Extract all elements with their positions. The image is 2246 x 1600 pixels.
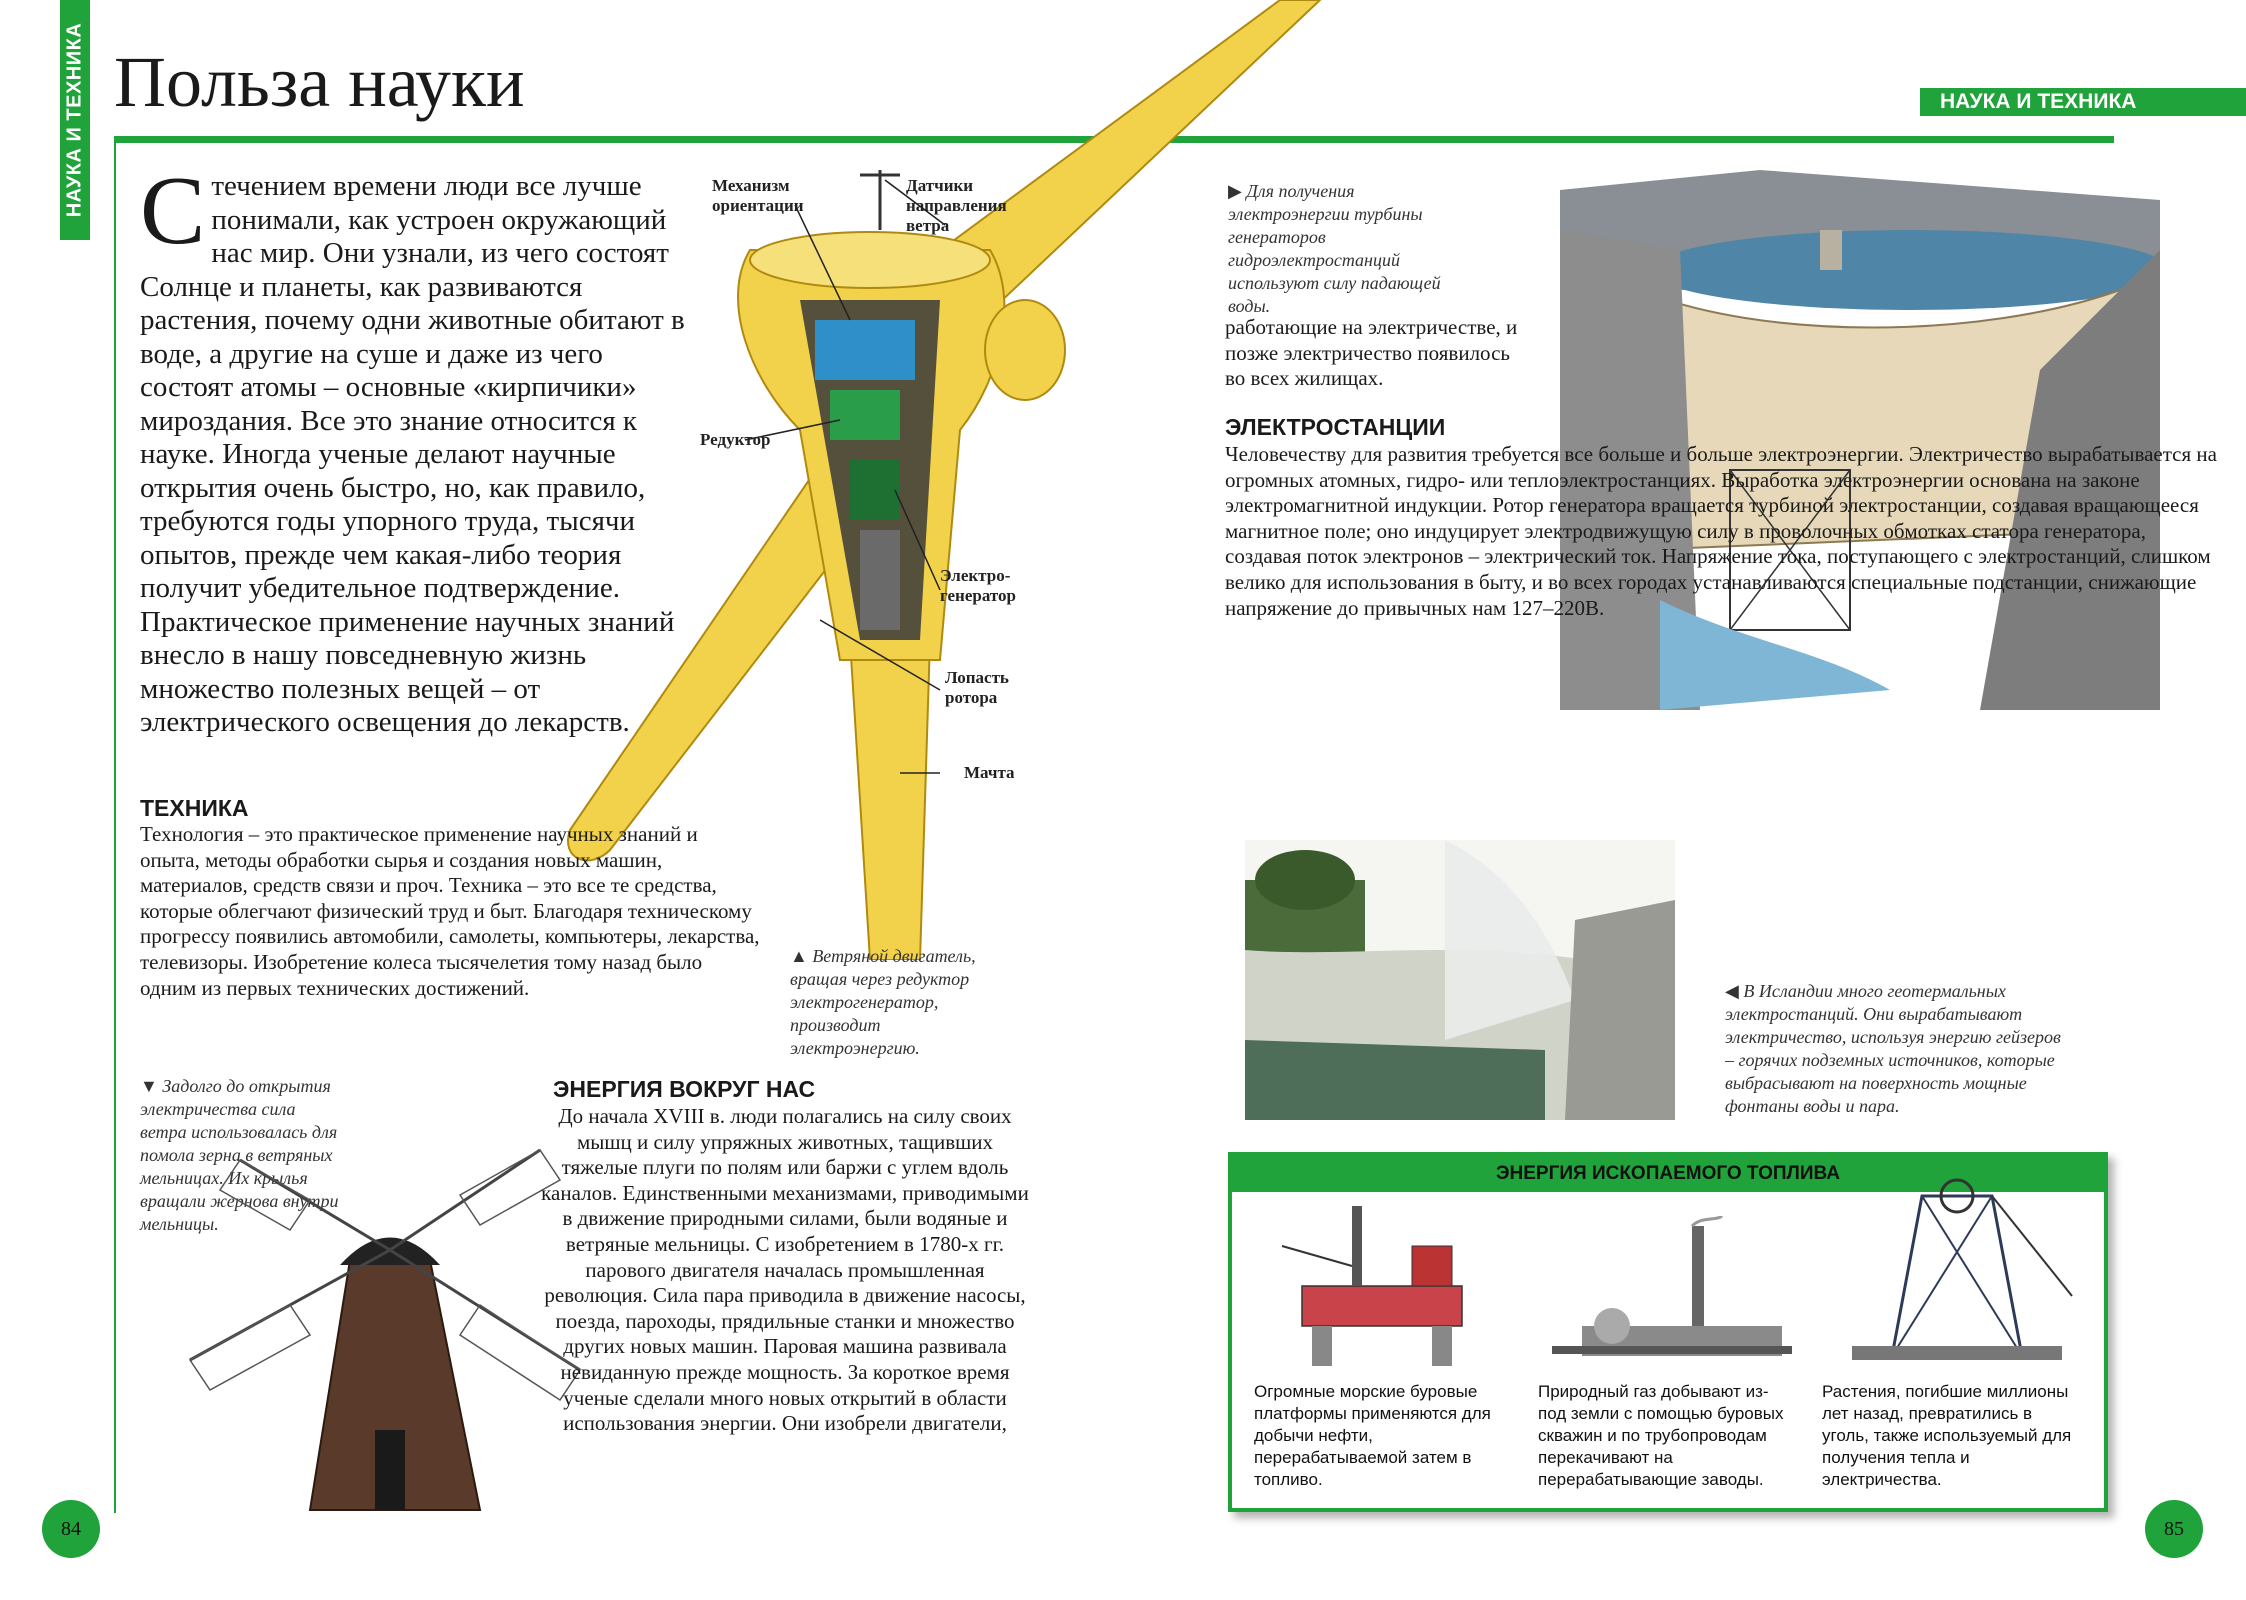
label-mast: Мачта xyxy=(964,763,1015,782)
oil-platform-illustration xyxy=(1252,1186,1502,1376)
label-orientation: Механизм ориентации xyxy=(712,176,804,215)
right-section-tab xyxy=(1920,88,2246,116)
wind-turbine-illustration xyxy=(520,0,1340,960)
intro-text: течением времени люди все лучше понимали, как устроен окружающий нас мир. Они узнали, из чего состоят Солнце и планеты, как развиваются растения, почему одни животные обитают в воде, а другие на суше и даже из чего состоят атомы – основные «кирпичики» мироздания. Все это знание относится к науке. Иногда ученые делают научные открытия очень быстро, но, как правило, требуются годы упорного труда, тысячи опытов, прежде чем какая-либо теория получит убедительное подтверждение. Практическое применение научных знаний внесло в нашу повседневную жизнь множество полезных вещей – от электрического освещения до лекарств. xyxy=(140,170,685,738)
side-tab-label: НАУКА И ТЕХНИКА xyxy=(63,22,86,218)
label-blade: Лопасть ротора xyxy=(945,668,1009,707)
label-generator: Электро-генератор xyxy=(940,566,1016,605)
heading-power-plants: ЭЛЕКТРОСТАНЦИИ xyxy=(1225,414,1446,440)
caption-turbine: ▲ Ветряной двигатель, вращая через редуктор электрогенератор, производит электроэнергию. xyxy=(790,946,976,1058)
dropcap-letter: С xyxy=(140,157,206,265)
heading-energy: ЭНЕРГИЯ ВОКРУГ НАС xyxy=(553,1076,816,1102)
side-section-tab xyxy=(60,0,90,240)
text-technology: Технология – это практическое применение научных знаний и опыта, методы обработки сырья и создания новых машин, материалов, средств связи и проч. Техника – это все те средства, которые облегчают физический труд и быт. Благодаря техническому прогрессу появились автомобили, самолеты, компьютеры, лекарства, телевизоры. Изобретение колеса тысячелетия тому назад было одним из первых технических достижений. xyxy=(140,822,760,1000)
gas-plant-illustration xyxy=(1542,1216,1802,1376)
caption-windmill: ▼ Задолго до открытия электричества сила ветра использовалась для помола зерна в ветряных мельницах. Их крылья вращали жернова внутри мельницы. xyxy=(140,1076,339,1234)
text-hydro-continued: работающие на электричестве, и позже электричество появилось во всех жилищах. xyxy=(1225,315,1518,391)
fossil-text-gas: Природный газ добывают из-под земли с помощью буровых скважин и по трубопроводам перекачивают на перерабатывающие заводы. xyxy=(1538,1382,1784,1489)
label-sensors: Датчики направления ветра xyxy=(906,176,1007,235)
page-title: Польза науки xyxy=(114,42,525,122)
label-gearbox: Редуктор xyxy=(700,430,771,449)
fossil-fuel-title: ЭНЕРГИЯ ИСКОПАЕМОГО ТОПЛИВА xyxy=(1496,1163,1840,1184)
fossil-text-coal: Растения, погибшие миллионы лет назад, превратились в уголь, также используемый для получения тепла и электричества. xyxy=(1822,1382,2072,1489)
fossil-fuel-box xyxy=(1228,1152,2108,1512)
caption-hydro: ▶ Для получения электроэнергии турбины генераторов гидроэлектростанций используют силу падающей воды. xyxy=(1228,181,1441,316)
coal-mine-illustration xyxy=(1832,1176,2082,1376)
page-number-left: 84 xyxy=(42,1500,100,1558)
caption-iceland: ◀ В Исландии много геотермальных электростанций. Они вырабатывают электричество, используя энергию гейзеров – горячих подземных источников, которые выбрасывают на поверхность мощные фонтаны воды и пара. xyxy=(1725,981,2061,1116)
heading-technology: ТЕХНИКА xyxy=(140,795,249,821)
dam-illustration xyxy=(1560,170,2160,710)
right-tab-label: НАУКА И ТЕХНИКА xyxy=(1940,90,2137,113)
geyser-photo xyxy=(1245,840,1675,1120)
page-number-right: 85 xyxy=(2145,1500,2203,1558)
margin-line xyxy=(114,143,116,1513)
fossil-text-oil: Огромные морские буровые платформы применяются для добычи нефти, перерабатываемой затем в топливо. xyxy=(1254,1382,1491,1489)
text-energy: До начала XVIII в. люди полагались на силу своих мышц и силу упряжных животных, тащивших тяжелые плуги по полям или баржи с углем вдоль каналов. Единственными механизмами, приводимыми в движение природными силами, были водяные и ветряные мельницы. С изобретением в 1780-х гг. парового двигателя началась промышленная революция. Сила пара приводила в движение насосы, поезда, пароходы, прядильные станки и множество других новых машин. Паровая машина развивала невиданную прежде мощность. За короткое время ученые сделали много новых открытий в области использования энергии. Они изобрели двигатели, xyxy=(541,1104,1029,1436)
text-power-plants: Человечеству для развития требуется все больше и больше электроэнергии. Электричество вырабатывается на огромных атомных, гидро- или теплоэлектростанциях. Выработка электроэнергии основана на законе электромагнитной индукции. Ротор генератора вращается турбиной электростанции, создавая вращающееся магнитное поле; оно индуцирует электродвижущую силу в проволочных обмотках статора генератора, создавая поток электронов – электрический ток. Напряжение тока, поступающего с электростанций, слишком велико для использования в быту, и во всех городах устанавливаются специальные подстанции, снижающие напряжение до привычных нам 127–220В. xyxy=(1225,442,2217,620)
